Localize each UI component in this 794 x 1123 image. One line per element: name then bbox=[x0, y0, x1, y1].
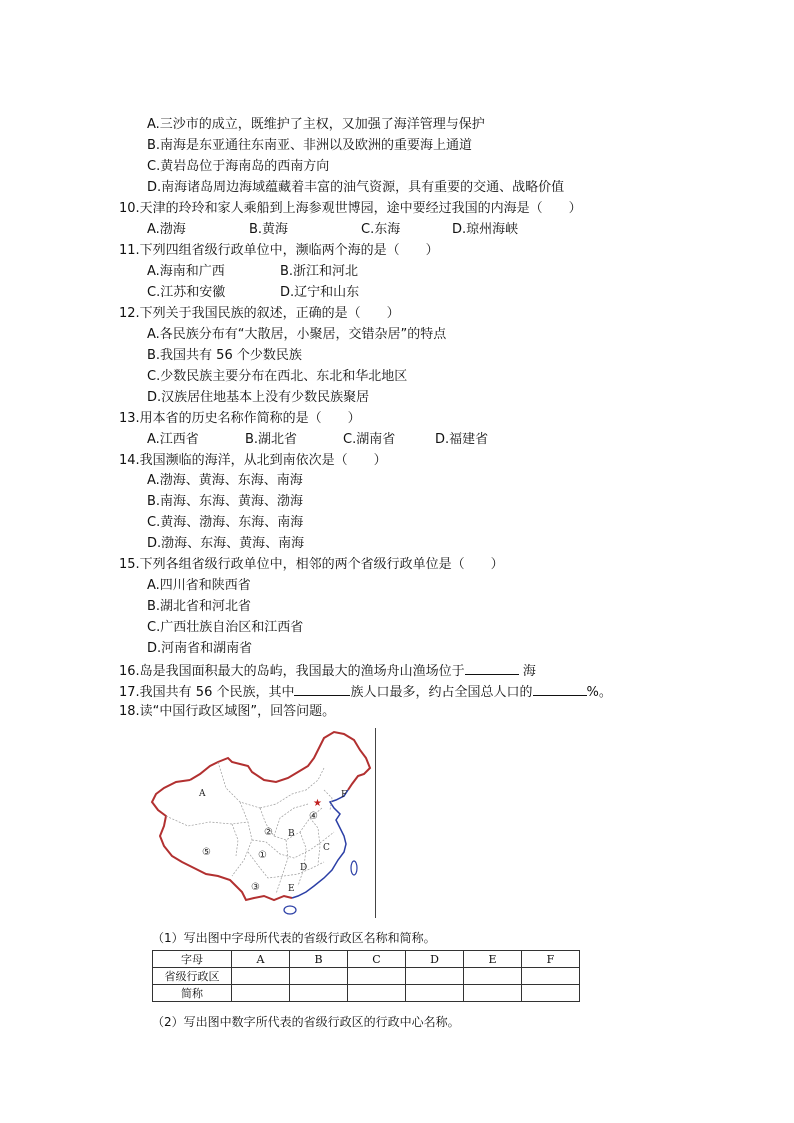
answer-cell[interactable] bbox=[232, 968, 290, 985]
q13-option-a: A.江西省 bbox=[147, 432, 199, 447]
q9-option-c: C.黄岩岛位于海南岛的西南方向 bbox=[147, 159, 330, 174]
answer-cell[interactable] bbox=[464, 985, 522, 1002]
map-label-3: ③ bbox=[251, 882, 260, 893]
q10-stem: 10.天津的玲玲和家人乘船到上海参观世博园，途中要经过我国的内海是（ ） bbox=[119, 201, 582, 216]
table-row-label: 简称 bbox=[153, 985, 232, 1002]
q10-option-a: A.渤海 bbox=[147, 222, 186, 237]
q16-line bbox=[119, 660, 536, 682]
q9-option-a: A.三沙市的成立，既维护了主权，又加强了海洋管理与保护 bbox=[147, 117, 485, 132]
provincial-borders bbox=[166, 762, 334, 894]
answer-table bbox=[152, 950, 580, 1002]
q11-option-a: A.海南和广西 bbox=[147, 264, 225, 279]
map-label-a: A bbox=[199, 789, 206, 799]
q15-option-c: C.广西壮族自治区和江西省 bbox=[147, 620, 304, 635]
q16-text: 16.岛是我国面积最大的岛屿，我国最大的渔场舟山渔场位于 bbox=[119, 664, 465, 679]
map-divider bbox=[375, 728, 376, 918]
answer-cell[interactable] bbox=[406, 985, 464, 1002]
map-label-1: ① bbox=[258, 850, 267, 861]
table-row bbox=[153, 985, 580, 1002]
answer-cell[interactable] bbox=[232, 985, 290, 1002]
answer-cell[interactable] bbox=[522, 968, 580, 985]
q10-option-c: C.东海 bbox=[361, 222, 401, 237]
q13-stem: 13.用本省的历史名称作简称的是（ ） bbox=[119, 411, 361, 426]
map-label-d: D bbox=[300, 863, 308, 873]
q15-option-a: A.四川省和陕西省 bbox=[147, 578, 251, 593]
taiwan-island bbox=[351, 861, 357, 875]
q18-sub1: （1）写出图中字母所代表的省级行政区名称和简称。 bbox=[152, 931, 436, 945]
q15-option-d: D.河南省和湖南省 bbox=[147, 641, 253, 656]
map-label-5: ⑤ bbox=[202, 847, 211, 858]
q15-stem: 15.下列各组省级行政单位中，相邻的两个省级行政单位是（ ） bbox=[119, 557, 504, 572]
answer-cell[interactable] bbox=[348, 968, 406, 985]
hainan-island bbox=[284, 906, 296, 914]
table-header-cell: 字母 bbox=[153, 951, 232, 968]
table-header-cell: F bbox=[522, 951, 580, 968]
table-header-cell: C bbox=[348, 951, 406, 968]
q10-option-b: B.黄海 bbox=[249, 222, 289, 237]
table-row-label: 省级行政区 bbox=[153, 968, 232, 985]
capital-star-icon: ★ bbox=[313, 798, 322, 809]
q12-option-b: B.我国共有 56 个少数民族 bbox=[147, 348, 302, 363]
q12-option-a: A.各民族分布有“大散居，小聚居，交错杂居”的特点 bbox=[147, 327, 447, 342]
q13-option-d: D.福建省 bbox=[435, 432, 489, 447]
q17-ethnic-blank[interactable] bbox=[294, 681, 350, 696]
q14-option-c: C.黄海、渤海、东海、南海 bbox=[147, 515, 304, 530]
map-label-4: ④ bbox=[309, 811, 318, 822]
map-label-f: F bbox=[341, 790, 348, 800]
q13-option-b: B.湖北省 bbox=[245, 432, 298, 447]
q14-option-b: B.南海、东海、黄海、渤海 bbox=[147, 494, 304, 509]
q14-option-a: A.渤海、黄海、东海、南海 bbox=[147, 473, 303, 488]
q17-text: 17.我国共有 56 个民族，其中 bbox=[119, 685, 295, 700]
answer-cell[interactable] bbox=[522, 985, 580, 1002]
answer-cell[interactable] bbox=[290, 985, 348, 1002]
china-admin-map bbox=[148, 728, 380, 920]
q17-percent-blank[interactable] bbox=[533, 681, 587, 696]
q16-text-end: 海 bbox=[518, 664, 536, 679]
answer-cell[interactable] bbox=[464, 968, 522, 985]
q10-option-d: D.琼州海峡 bbox=[452, 222, 519, 237]
q11-stem: 11.下列四组省级行政单位中，濒临两个海的是（ ） bbox=[119, 243, 439, 258]
q9-option-b: B.南海是东亚通往东南亚、非洲以及欧洲的重要海上通道 bbox=[147, 138, 473, 153]
national-border-southwest bbox=[152, 780, 292, 900]
q14-option-d: D.渤海、东海、黄海、南海 bbox=[147, 536, 305, 551]
q11-option-b: B.浙江和河北 bbox=[280, 264, 359, 279]
q11-option-c: C.江苏和安徽 bbox=[147, 285, 226, 300]
q12-stem: 12.下列关于我国民族的叙述，正确的是（ ） bbox=[119, 306, 400, 321]
q13-option-c: C.湖南省 bbox=[343, 432, 396, 447]
table-header-cell: E bbox=[464, 951, 522, 968]
answer-cell[interactable] bbox=[290, 968, 348, 985]
q16-answer-blank[interactable] bbox=[465, 660, 519, 675]
q15-option-b: B.湖北省和河北省 bbox=[147, 599, 252, 614]
table-header-cell: A bbox=[232, 951, 290, 968]
q17-line bbox=[119, 681, 612, 703]
q17-text-end: %。 bbox=[586, 685, 612, 700]
q18-stem: 18.读“中国行政区域图”，回答问题。 bbox=[119, 704, 336, 719]
q14-stem: 14.我国濒临的海洋，从北到南依次是（ ） bbox=[119, 453, 387, 468]
answer-cell[interactable] bbox=[348, 985, 406, 1002]
q12-option-d: D.汉族居住地基本上没有少数民族聚居 bbox=[147, 390, 370, 405]
map-label-c: C bbox=[323, 843, 330, 853]
table-header-cell: B bbox=[290, 951, 348, 968]
table-header-cell: D bbox=[406, 951, 464, 968]
national-border-north bbox=[190, 732, 370, 790]
q11-option-d: D.辽宁和山东 bbox=[280, 285, 360, 300]
answer-cell[interactable] bbox=[406, 968, 464, 985]
table-row bbox=[153, 951, 580, 968]
q18-sub2: （2）写出图中数字所代表的省级行政区的行政中心名称。 bbox=[152, 1015, 460, 1029]
table-row bbox=[153, 968, 580, 985]
q17-text-mid: 族人口最多，约占全国总人口的 bbox=[350, 685, 533, 700]
q9-option-d: D.南海诸岛周边海域蕴藏着丰富的油气资源，具有重要的交通、战略价值 bbox=[147, 180, 565, 195]
map-label-e: E bbox=[288, 884, 295, 894]
q12-option-c: C.少数民族主要分布在西北、东北和华北地区 bbox=[147, 369, 408, 384]
map-label-b: B bbox=[288, 829, 295, 839]
map-label-2: ② bbox=[264, 827, 273, 838]
